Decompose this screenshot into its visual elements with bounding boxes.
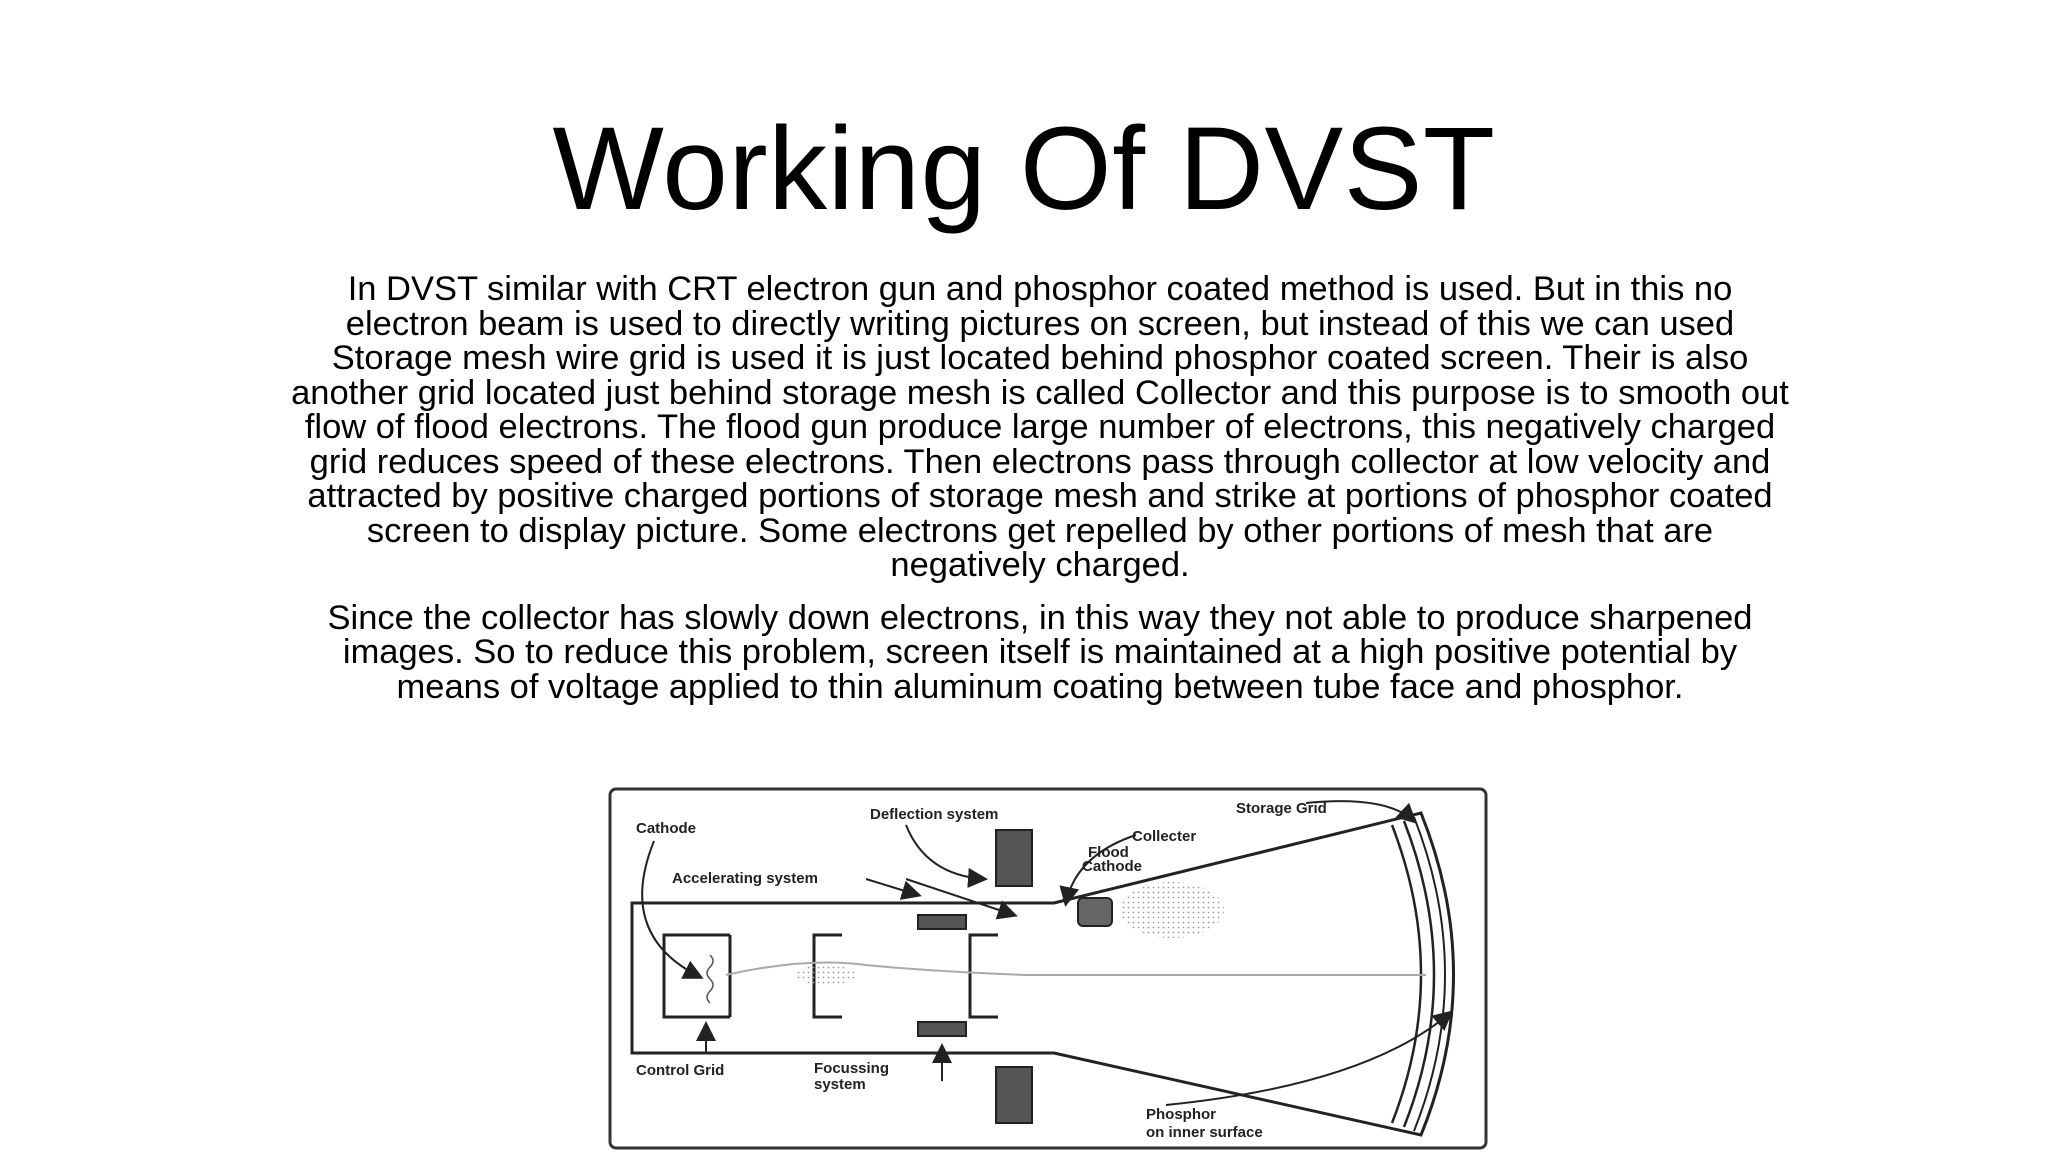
deflection-plate-bottom bbox=[996, 1067, 1032, 1123]
flood-electron-cloud bbox=[1120, 882, 1224, 938]
deflection-plate-top bbox=[996, 830, 1032, 886]
label-deflection-system: Deflection system bbox=[870, 806, 999, 823]
dvst-diagram bbox=[606, 785, 1490, 1152]
label-collector: Collecter bbox=[1132, 828, 1197, 845]
body-paragraph-1: In DVST similar with CRT electron gun and phosphor coated method is used. But in this no electron beam is used to directly writing pictures on screen, but instead of this we can used Storage mesh wire grid is used it is just located behind phosphor coated screen. Their is also another grid located just behind storage mesh is called Collector and this purpose is to smooth out flow of flood electrons. The flood gun produce large number of electrons, this negatively charged grid reduces speed of these electrons. Then electrons pass through collector at low velocity and attracted by positive charged portions of storage mesh and strike at portions of phosphor coated screen to display picture. Some electrons get repelled by other portions of mesh that are negatively charged. bbox=[291, 270, 1789, 584]
slide-body bbox=[290, 272, 1790, 722]
accelerating-plate-bottom bbox=[918, 1022, 966, 1036]
slide-title: Working Of DVST bbox=[552, 103, 1496, 235]
accelerating-plate-top bbox=[918, 915, 966, 929]
label-flood-cathode-1: Flood bbox=[1088, 844, 1129, 861]
label-phosphor-2: on inner surface bbox=[1146, 1124, 1263, 1141]
label-flood-cathode-2: Cathode bbox=[1082, 858, 1142, 875]
label-phosphor-1: Phosphor bbox=[1146, 1106, 1216, 1123]
label-accelerating-system: Accelerating system bbox=[672, 870, 818, 887]
label-cathode: Cathode bbox=[636, 820, 696, 837]
label-control-grid: Control Grid bbox=[636, 1062, 725, 1079]
diagram-frame bbox=[610, 789, 1486, 1148]
label-focussing-system-2: system bbox=[814, 1076, 866, 1093]
body-paragraph-2: Since the collector has slowly down electrons, in this way they not able to produce sharpened images. So to reduce this problem, screen itself is maintained at a high positive potential by means of voltage applied to thin aluminum coating between tube face and phosphor. bbox=[327, 598, 1753, 706]
label-storage-grid: Storage Grid bbox=[1236, 800, 1327, 817]
dvst-diagram-svg bbox=[606, 785, 1490, 1152]
label-focussing-system-1: Focussing bbox=[814, 1060, 890, 1077]
flood-cathode bbox=[1078, 898, 1112, 926]
